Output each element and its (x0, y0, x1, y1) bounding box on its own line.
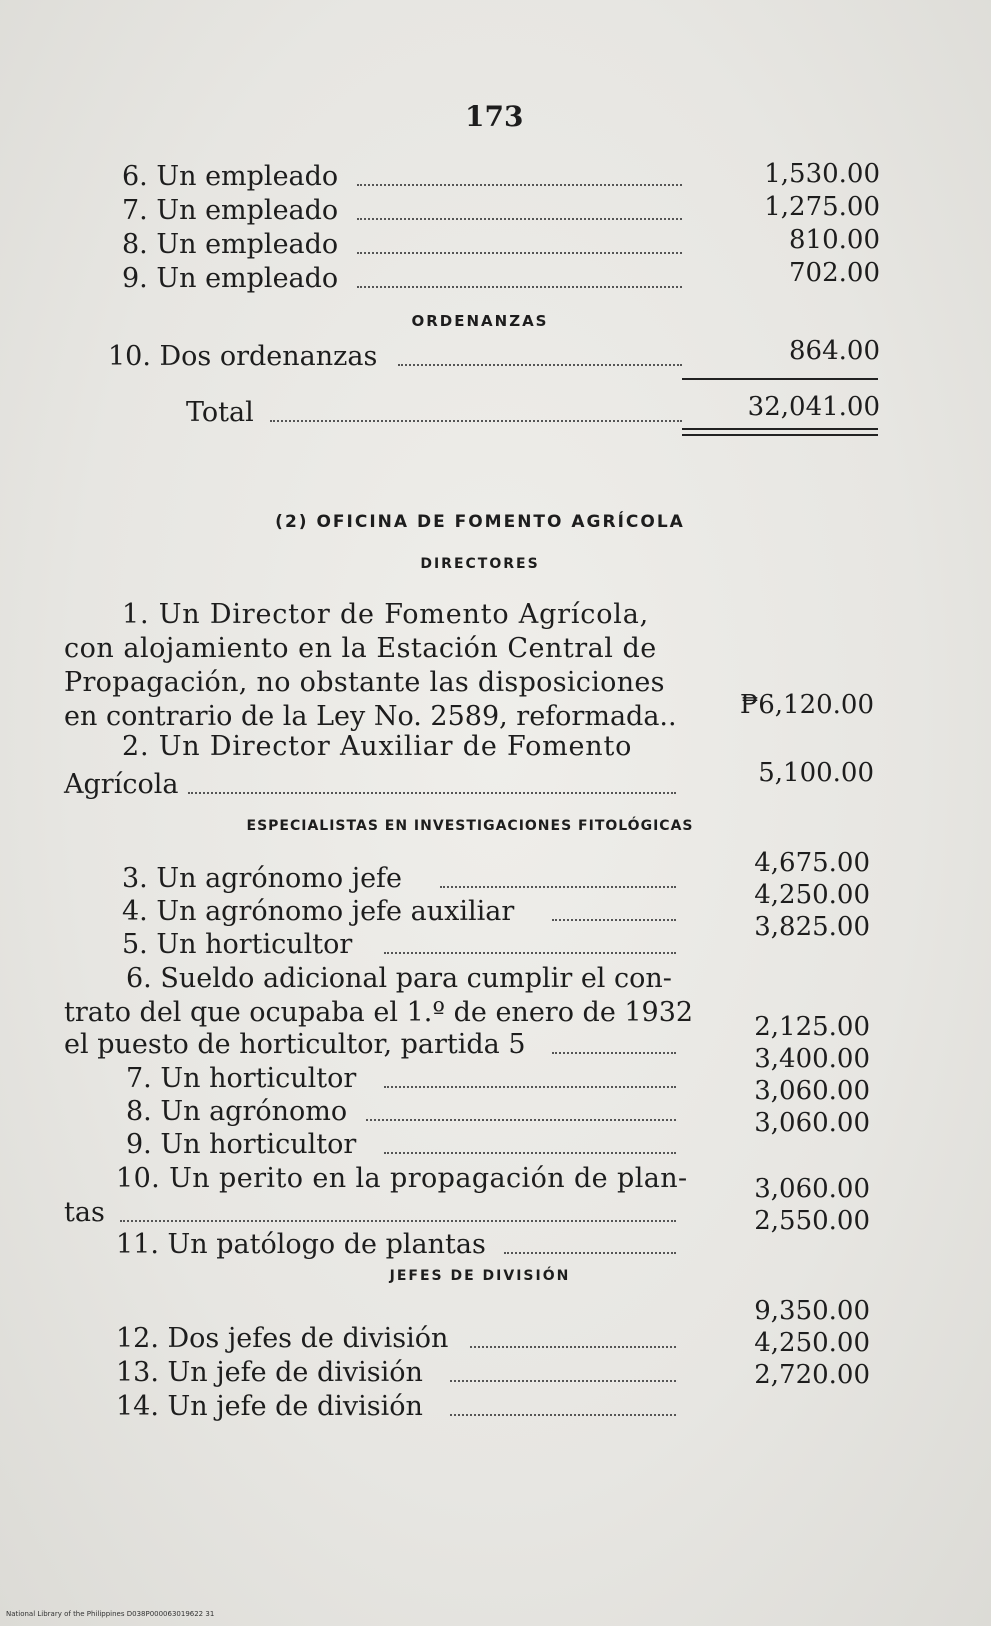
list-item (122, 194, 682, 228)
item-amount: 4,250.00 (754, 1328, 870, 1358)
item-amount: 9,350.00 (754, 1296, 870, 1326)
item-amount: 4,250.00 (754, 880, 870, 910)
item-label: 9. Un empleado (122, 263, 339, 294)
total-amount: 32,041.00 (747, 392, 880, 422)
total-double-rule (682, 428, 878, 430)
item-label: 11. Un patólogo de plantas (116, 1229, 486, 1260)
total-label: Total (186, 397, 254, 428)
item-amount: 3,825.00 (754, 912, 870, 942)
list-item (122, 895, 676, 929)
item-amount: 4,675.00 (754, 848, 870, 878)
item-label: 8. Un agrónomo (126, 1096, 348, 1127)
item-amount: 5,100.00 (758, 758, 874, 788)
item-label: 9. Un horticultor (126, 1129, 357, 1160)
total-row (186, 396, 682, 430)
item-label: Agrícola (64, 769, 179, 800)
directores-heading: DIRECTORES (420, 556, 540, 572)
item-amount: 3,060.00 (754, 1076, 870, 1106)
item-amount: 3,060.00 (754, 1108, 870, 1138)
item-amount: 1,275.00 (764, 192, 880, 222)
list-item (126, 1095, 676, 1129)
list-item (116, 1356, 676, 1390)
list-item (122, 928, 676, 962)
paragraph-line: 10. Un perito en la propagación de plan- (116, 1163, 688, 1194)
item-amount: 864.00 (789, 336, 880, 366)
paragraph-line: 6. Sueldo adicional para cumplir el con- (126, 963, 672, 994)
item-label: 12. Dos jefes de división (116, 1323, 449, 1354)
list-item (64, 1028, 676, 1062)
list-item (122, 160, 682, 194)
item-amount: 2,720.00 (754, 1360, 870, 1390)
item-amount: 810.00 (789, 225, 880, 255)
subtotal-rule (682, 378, 878, 380)
item-amount: 3,400.00 (754, 1044, 870, 1074)
paragraph-line: 1. Un Director de Fomento Agrícola, (122, 599, 649, 630)
item-amount: ₱6,120.00 (739, 690, 874, 720)
list-item (122, 228, 682, 262)
especialistas-heading: ESPECIALISTAS EN INVESTIGACIONES FITOLÓGICAS (246, 818, 694, 834)
page-number: 173 (465, 100, 524, 133)
item-label: 7. Un horticultor (126, 1063, 357, 1094)
item-amount: 1,530.00 (764, 159, 880, 189)
paragraph-line: trato del que ocupaba el 1.º de enero de 1932 (64, 997, 694, 1028)
item-label: 8. Un empleado (122, 229, 339, 260)
list-item (122, 862, 676, 896)
list-item (116, 1228, 676, 1262)
item-label: 6. Un empleado (122, 161, 339, 192)
paragraph-line: Propagación, no obstante las disposiciones (64, 667, 665, 698)
item-amount: 2,125.00 (754, 1012, 870, 1042)
item-label: 5. Un horticultor (122, 929, 353, 960)
item-label: 13. Un jefe de división (116, 1357, 423, 1388)
list-item (108, 340, 682, 374)
paragraph-line: 2. Un Director Auxiliar de Fomento (122, 731, 633, 762)
item-label: 4. Un agrónomo jefe auxiliar (122, 896, 515, 927)
ordenanzas-heading: ORDENANZAS (411, 312, 549, 330)
item-label: 3. Un agrónomo jefe (122, 863, 403, 894)
item-label: tas (64, 1197, 105, 1228)
item-amount: 2,550.00 (754, 1206, 870, 1236)
paragraph-line: con alojamiento en la Estación Central de (64, 633, 657, 664)
item-amount: 702.00 (789, 258, 880, 288)
item-label: el puesto de horticultor, partida 5 (64, 1029, 526, 1060)
jefes-heading: JEFES DE DIVISIÓN (389, 1268, 571, 1284)
list-item (126, 1062, 676, 1096)
item-label: 14. Un jefe de división (116, 1391, 423, 1422)
list-item (126, 1128, 676, 1162)
item-amount: 3,060.00 (754, 1174, 870, 1204)
list-item (64, 1196, 676, 1230)
item-label: 10. Dos ordenanzas (108, 341, 378, 372)
list-item (64, 768, 676, 802)
item-label: 7. Un empleado (122, 195, 339, 226)
list-item (122, 262, 682, 296)
paragraph-line: en contrario de la Ley No. 2589, reformada.. (64, 701, 677, 732)
total-double-rule (682, 434, 878, 436)
list-item (116, 1390, 676, 1424)
section-title: (2) OFICINA DE FOMENTO AGRÍCOLA (275, 512, 685, 532)
list-item (116, 1322, 676, 1356)
library-footer: National Library of the Philippines D038P000063019622 31 (6, 1610, 215, 1618)
